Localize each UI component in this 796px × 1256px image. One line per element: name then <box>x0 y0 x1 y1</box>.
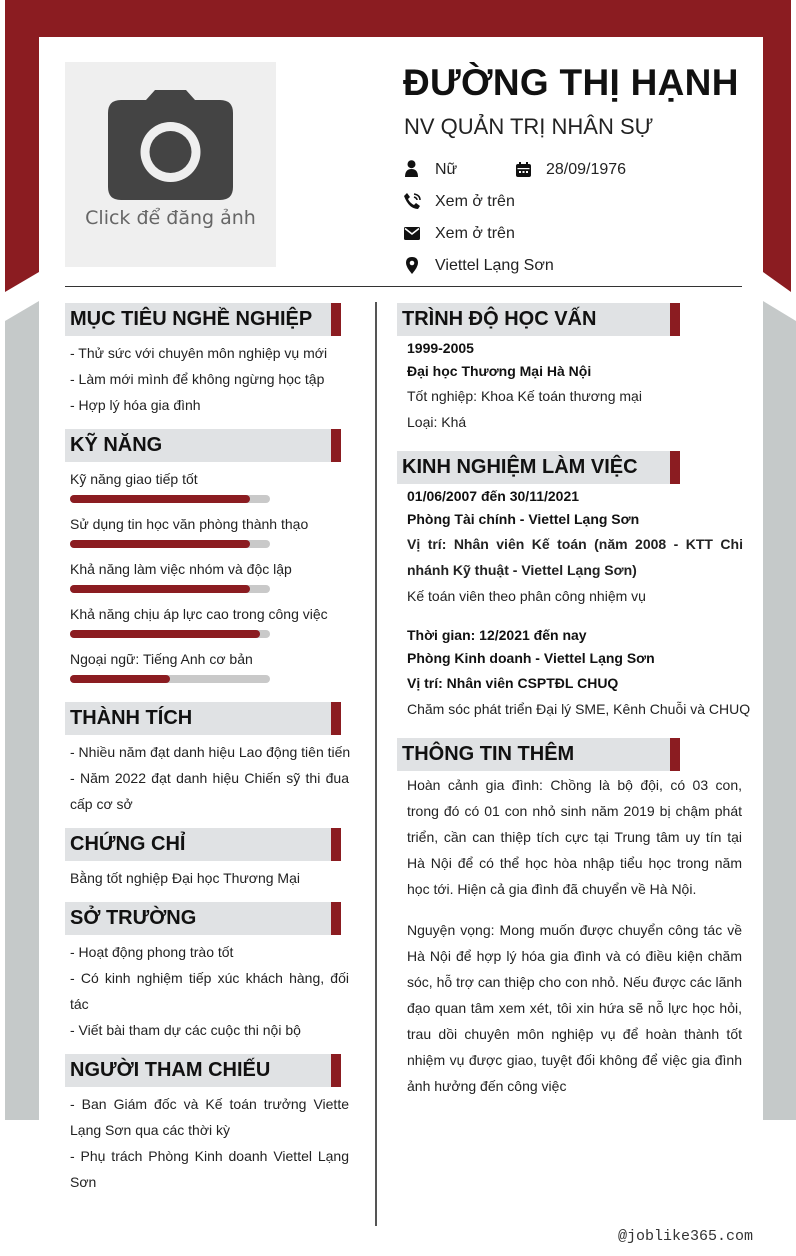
skill-label: Khả năng làm việc nhóm và độc lập <box>70 561 292 577</box>
skill-bar-fill <box>70 495 250 503</box>
section-title: MỤC TIÊU NGHỀ NGHIỆP <box>70 308 313 330</box>
section-strengths <box>65 902 341 935</box>
section-references <box>65 1054 341 1087</box>
section-title: KINH NGHIỆM LÀM VIỆC <box>402 456 638 478</box>
phone-value: Xem ở trên <box>435 193 515 210</box>
list-item: - Thử sức với chuyên môn nghiệp vụ mới <box>70 345 328 361</box>
location-pin-icon <box>406 257 418 274</box>
section-education <box>397 303 680 336</box>
section-title: CHỨNG CHỈ <box>70 833 186 855</box>
calendar-icon <box>516 162 531 177</box>
job-title: NV QUẢN TRỊ NHÂN SỰ <box>404 114 654 139</box>
photo-upload[interactable] <box>65 62 276 267</box>
list-item: - Năm 2022 đạt danh hiệu Chiến sỹ thi đua cấp cơ sở <box>70 770 349 812</box>
job-description: Kế toán viên theo phân công nhiệm vụ <box>407 588 646 604</box>
photo-caption: Click để đăng ảnh <box>85 207 256 229</box>
career-wish: Nguyện vọng: Mong muốn được chuyển công tác về Hà Nội để hợp lý hóa gia đình và có điều kiện chăm sóc, hỗ trợ can thiệp cho con nhỏ. Nếu được các lãnh đạo quan tâm xem xét, tôi xin hứa sẽ nỗ lực học hỏi, trau dồi chuyên môn nghiệp vụ để hoàn thành tốt nhiệm vụ được giao, tuyệt đối không để việc gia đình ảnh hưởng đến công việc <box>407 922 742 1094</box>
section-title: THÀNH TÍCH <box>70 707 193 729</box>
skill-label: Kỹ năng giao tiếp tốt <box>70 471 198 487</box>
list-item: Bằng tốt nghiệp Đại học Thương Mại <box>70 870 300 886</box>
section-additional-info <box>397 738 680 771</box>
gender-value: Nữ <box>435 161 458 178</box>
skill-label: Ngoại ngữ: Tiếng Anh cơ bản <box>70 651 253 667</box>
section-achievements <box>65 702 341 735</box>
section-title: NGƯỜI THAM CHIẾU <box>70 1059 271 1081</box>
skill-bar <box>70 540 270 548</box>
section-skills <box>65 429 341 462</box>
user-icon <box>405 160 418 177</box>
skill-bar-fill <box>70 540 250 548</box>
list-item: - Hợp lý hóa gia đình <box>70 397 201 413</box>
section-title: SỞ TRƯỜNG <box>70 907 197 929</box>
skill-bar <box>70 630 270 638</box>
skill-label: Khả năng chịu áp lực cao trong công việc <box>70 606 328 622</box>
list-item: - Có kinh nghiệm tiếp xúc khách hàng, đối tác <box>70 970 349 1012</box>
job-position: Vị trí: Nhân viên Kế toán (năm 2008 - KTT Chi nhánh Kỹ thuật - Viettel Lạng Sơn) <box>407 536 743 578</box>
column-divider <box>375 302 377 1226</box>
skill-bar-fill <box>70 630 260 638</box>
site-credit: @joblike365.com <box>617 1228 753 1245</box>
skill-bar <box>70 585 270 593</box>
candidate-name: ĐƯỜNG THỊ HẠNH <box>403 62 739 103</box>
list-item: - Nhiều năm đạt danh hiệu Lao động tiên tiến <box>70 744 351 760</box>
skill-bar-fill <box>70 585 250 593</box>
skill-bar <box>70 675 270 683</box>
email-value: Xem ở trên <box>435 225 515 242</box>
list-item: - Viết bài tham dự các cuộc thi nội bộ <box>70 1022 301 1038</box>
section-certificates <box>65 828 341 861</box>
education-major: Tốt nghiệp: Khoa Kế toán thương mại <box>407 388 642 404</box>
skill-label: Sử dụng tin học văn phòng thành thạo <box>70 516 309 532</box>
job-period: Thời gian: 12/2021 đến nay <box>407 627 587 643</box>
camera-icon <box>108 90 233 200</box>
section-title: TRÌNH ĐỘ HỌC VẤN <box>402 308 597 330</box>
section-objective <box>65 303 341 336</box>
list-item: - Ban Giám đốc và Kế toán trưởng Viette Lạng Sơn qua các thời kỳ <box>70 1096 349 1138</box>
family-situation: Hoàn cảnh gia đình: Chồng là bộ đội, có 03 con, trong đó có 01 con nhỏ sinh năm 2019 bị chậm phát triển, cần can thiệp tích cực tại Trung tâm uy tín tại Hà Nội để có thể học hòa nhập tiểu học trong năm học tới. Hiện cả gia đình đã chuyển về Hà Nội. <box>407 777 742 897</box>
phone-icon <box>404 193 421 210</box>
job-period: 01/06/2007 đến 30/11/2021 <box>407 488 580 504</box>
birthday-value: 28/09/1976 <box>546 161 627 178</box>
list-item: - Phụ trách Phòng Kinh doanh Viettel Lạng Sơn <box>70 1148 349 1190</box>
section-title: THÔNG TIN THÊM <box>402 743 575 765</box>
education-period: 1999-2005 <box>407 340 474 356</box>
header-divider <box>65 286 742 287</box>
list-item: - Hoạt động phong trào tốt <box>70 944 234 960</box>
list-item: - Làm mới mình để không ngừng học tập <box>70 371 325 387</box>
section-title: KỸ NĂNG <box>70 434 163 456</box>
education-school: Đại học Thương Mại Hà Nội <box>407 363 592 379</box>
job-company: Phòng Kinh doanh - Viettel Lạng Sơn <box>407 650 655 666</box>
skill-bar-fill <box>70 675 170 683</box>
job-company: Phòng Tài chính - Viettel Lạng Sơn <box>407 511 640 527</box>
education-grade: Loại: Khá <box>407 414 467 430</box>
mail-icon <box>404 227 420 240</box>
section-experience <box>397 451 680 484</box>
job-description: Chăm sóc phát triển Đại lý SME, Kênh Chuỗi và CHUQ <box>407 701 751 717</box>
skill-bar <box>70 495 270 503</box>
address-value: Viettel Lạng Sơn <box>435 257 554 274</box>
job-position: Vị trí: Nhân viên CSPTĐL CHUQ <box>407 675 619 691</box>
